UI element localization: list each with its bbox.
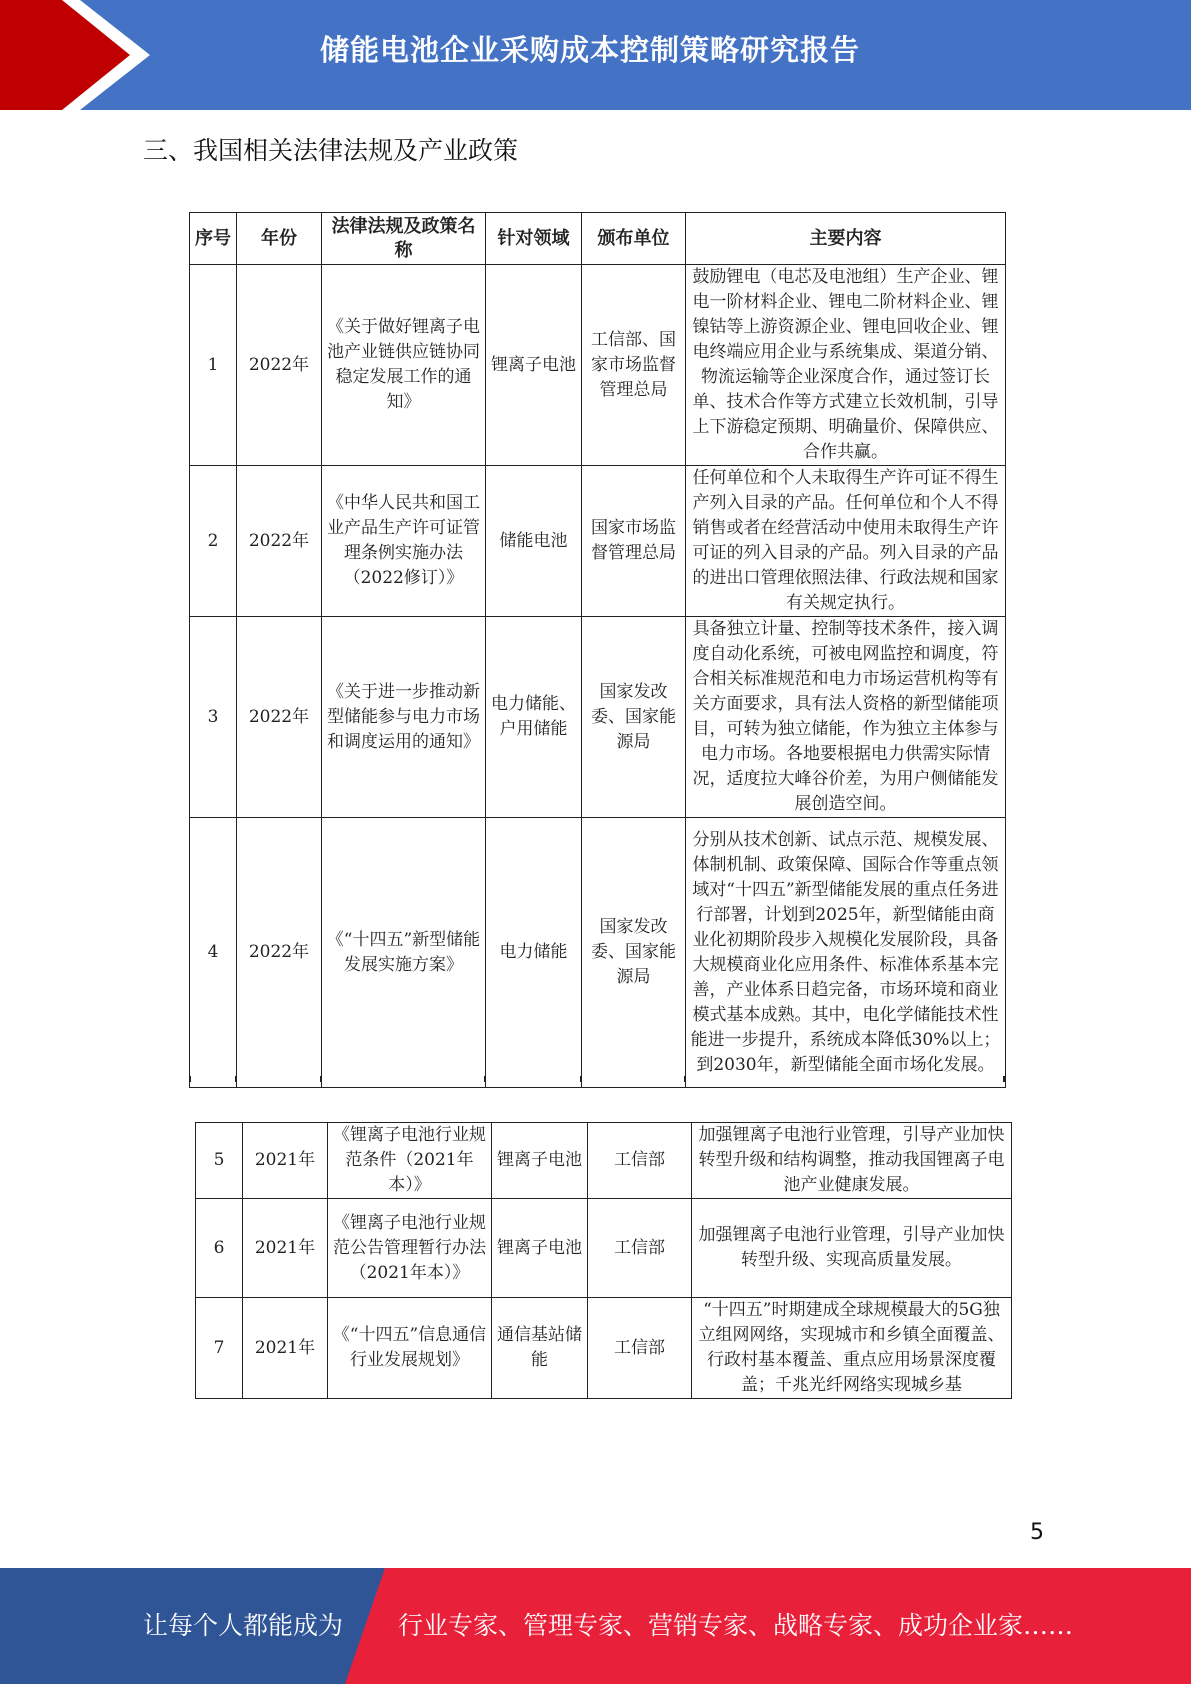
cell-no: 5 <box>196 1123 243 1199</box>
cell-content: 加强锂离子电池行业管理，引导产业加快转型升级和结构调整，推动我国锂离子电池产业健康发展。 <box>692 1123 1012 1199</box>
cell-no: 2 <box>190 466 237 617</box>
header-cell-content: 主要内容 <box>686 213 1006 265</box>
cell-issuer: 工信部 <box>588 1123 692 1199</box>
cell-content: “十四五”时期建成全球规模最大的5G独立组网网络，实现城市和乡镇全面覆盖、行政村基本覆盖、重点应用场景深度覆盖；千兆光纤网络实现城乡基 <box>692 1298 1012 1399</box>
cell-issuer: 国家发改委、国家能源局 <box>582 617 686 818</box>
cell-no: 7 <box>196 1298 243 1399</box>
cell-name: 《“十四五”信息通信行业发展规划》 <box>328 1298 492 1399</box>
cell-name: 《锂离子电池行业规范公告管理暂行办法（2021年本）》 <box>328 1199 492 1298</box>
cell-no: 1 <box>190 265 237 466</box>
header-cell-name: 法律法规及政策名称 <box>322 213 486 265</box>
policy-table-part-1 <box>189 212 1006 1088</box>
cell-issuer: 工信部 <box>588 1298 692 1399</box>
cell-field: 锂离子电池 <box>486 265 582 466</box>
cell-no: 6 <box>196 1199 243 1298</box>
page-number: 5 <box>1030 1520 1044 1545</box>
cell-name: 《中华人民共和国工业产品生产许可证管理条例实施办法（2022修订）》 <box>322 466 486 617</box>
cell-year: 2022年 <box>237 466 322 617</box>
table-row <box>196 1123 1012 1199</box>
cell-year: 2022年 <box>237 818 322 1088</box>
cell-field: 电力储能、户用储能 <box>486 617 582 818</box>
footer-banner <box>0 1568 1191 1684</box>
cell-field: 通信基站储能 <box>492 1298 588 1399</box>
table-row <box>196 1199 1012 1298</box>
cell-field: 电力储能 <box>486 818 582 1088</box>
cell-content: 鼓励锂电（电芯及电池组）生产企业、锂电一阶材料企业、锂电二阶材料企业、锂镍钴等上游资源企业、锂电回收企业、锂电终端应用企业与系统集成、渠道分销、物流运输等企业深度合作，通过签订长单、技术合作等方式建立长效机制，引导上下游稳定预期、明确量价、保障供应、合作共赢。 <box>686 265 1006 466</box>
header-cell-field: 针对领域 <box>486 213 582 265</box>
cell-year: 2021年 <box>243 1123 328 1199</box>
cell-no: 4 <box>190 818 237 1088</box>
cell-year: 2022年 <box>237 617 322 818</box>
section-title: 三、我国相关法律法规及产业政策 <box>143 136 519 165</box>
cell-field: 锂离子电池 <box>492 1199 588 1298</box>
cell-year: 2022年 <box>237 265 322 466</box>
cell-name: 《关于进一步推动新型储能参与电力市场和调度运用的通知》 <box>322 617 486 818</box>
table-row <box>196 1298 1012 1399</box>
header-banner <box>0 0 1191 110</box>
cell-field: 储能电池 <box>486 466 582 617</box>
cell-name: 《锂离子电池行业规范条件（2021年本）》 <box>328 1123 492 1199</box>
table-row <box>190 265 1006 466</box>
cell-name: 《“十四五”新型储能发展实施方案》 <box>322 818 486 1088</box>
cell-issuer: 工信部 <box>588 1199 692 1298</box>
cell-year: 2021年 <box>243 1199 328 1298</box>
table-row <box>190 466 1006 617</box>
table-header-row <box>190 213 1006 265</box>
header-cell-issuer: 颁布单位 <box>582 213 686 265</box>
header-cell-year: 年份 <box>237 213 322 265</box>
footer-slogan-left: 让每个人都能成为 <box>143 1611 344 1640</box>
cell-field: 锂离子电池 <box>492 1123 588 1199</box>
table-cut-edge <box>189 1076 1005 1082</box>
table-row <box>190 617 1006 818</box>
header-cell-no: 序号 <box>190 213 237 265</box>
cell-issuer: 工信部、国家市场监督管理总局 <box>582 265 686 466</box>
cell-issuer: 国家市场监督管理总局 <box>582 466 686 617</box>
cell-content: 具备独立计量、控制等技术条件，接入调度自动化系统，可被电网监控和调度，符合相关标准规范和电力市场运营机构等有关方面要求，具有法人资格的新型储能项目，可转为独立储能，作为独立主体参与电力市场。各地要根据电力供需实际情况，适度拉大峰谷价差，为用户侧储能发展创造空间。 <box>686 617 1006 818</box>
footer-slogan-right: 行业专家、管理专家、营销专家、战略专家、成功企业家…… <box>398 1611 1074 1640</box>
cell-content: 任何单位和个人未取得生产许可证不得生产列入目录的产品。任何单位和个人不得销售或者在经营活动中使用未取得生产许可证的列入目录的产品。列入目录的产品的进出口管理依照法律、行政法规和国家有关规定执行。 <box>686 466 1006 617</box>
cell-name: 《关于做好锂离子电池产业链供应链协同稳定发展工作的通知》 <box>322 265 486 466</box>
table-row <box>190 818 1006 1088</box>
cell-content: 加强锂离子电池行业管理，引导产业加快转型升级、实现高质量发展。 <box>692 1199 1012 1298</box>
policy-table-part-2 <box>195 1122 1012 1399</box>
document-title: 储能电池企业采购成本控制策略研究报告 <box>320 33 861 67</box>
cell-no: 3 <box>190 617 237 818</box>
cell-issuer: 国家发改委、国家能源局 <box>582 818 686 1088</box>
cell-content: 分别从技术创新、试点示范、规模发展、体制机制、政策保障、国际合作等重点领域对“十四五”新型储能发展的重点任务进行部署，计划到2025年，新型储能由商业化初期阶段步入规模化发展阶段，具备大规模商业化应用条件、标准体系基本完善，产业体系日趋完备，市场环境和商业模式基本成熟。其中，电化学储能技术性能进一步提升，系统成本降低30%以上；到2030年，新型储能全面市场化发展。 <box>686 818 1006 1088</box>
cell-year: 2021年 <box>243 1298 328 1399</box>
